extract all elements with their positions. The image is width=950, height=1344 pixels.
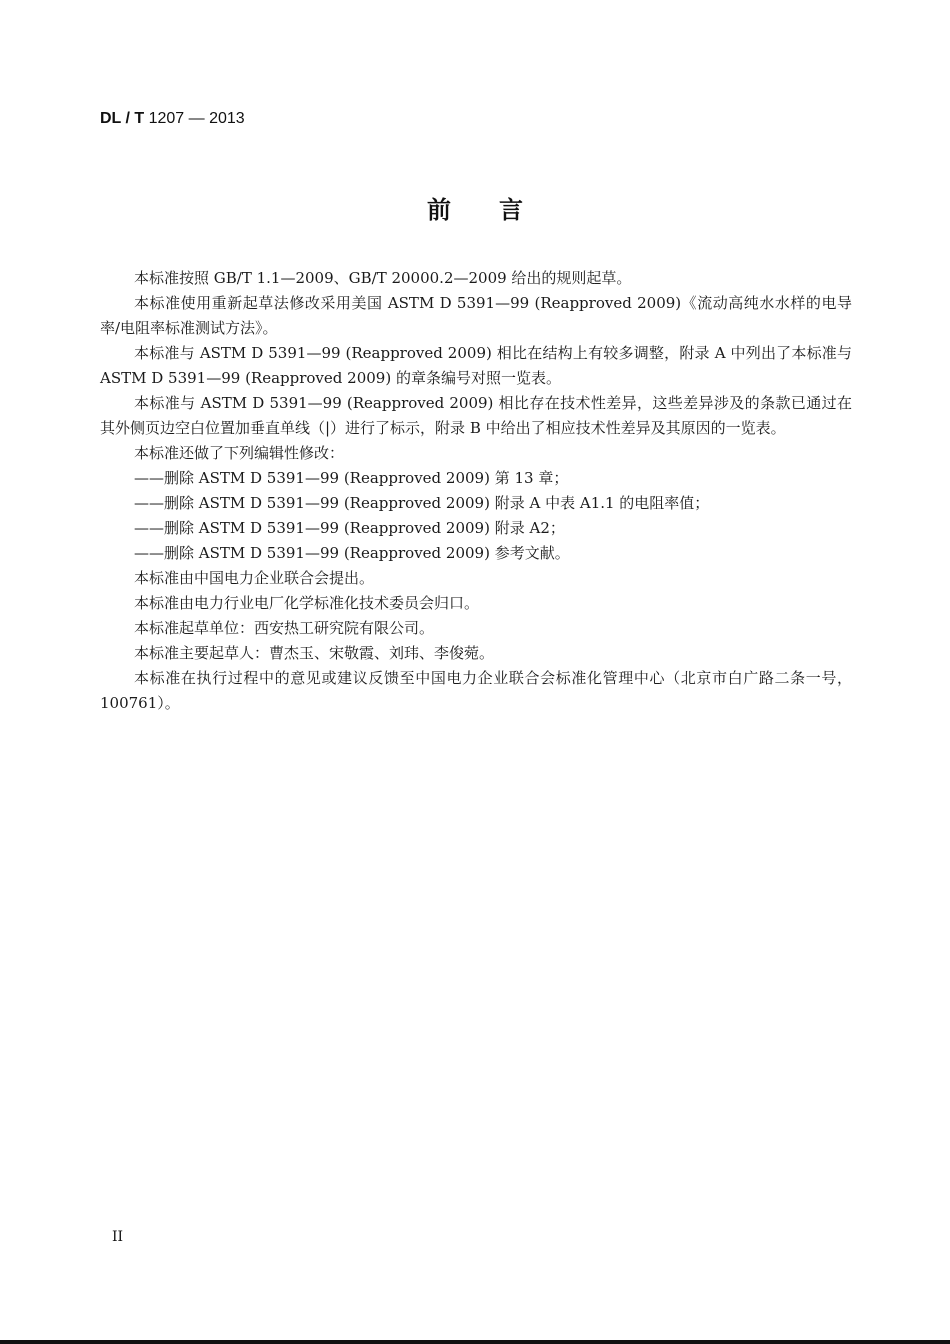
paragraph-structural-changes: 本标准与 ASTM D 5391—99 (Reapproved 2009) 相比在结构上有较多调整，附录 A 中列出了本标准与 ASTM D 5391—99 (Reapproved 2009) 的章条编号对照一览表。 <box>100 344 852 387</box>
standard-code-number: 1207 — 2013 <box>148 110 245 127</box>
paragraph-editorial-changes-intro: 本标准还做了下列编辑性修改： <box>134 444 345 462</box>
page-title: 前言 <box>427 196 571 224</box>
list-item-editorial-change: ——删除 ASTM D 5391—99 (Reapproved 2009) 附录 A 中表 A1.1 的电阻率值； <box>134 494 710 512</box>
foreword-body <box>100 266 852 716</box>
list-item-editorial-change: ——删除 ASTM D 5391—99 (Reapproved 2009) 附录 A2； <box>134 519 565 537</box>
page-number: II <box>112 1229 124 1245</box>
paragraph-drafting-rules: 本标准按照 GB/T 1.1—2009、GB/T 20000.2—2009 给出的规则起草。 <box>134 269 632 287</box>
list-item-editorial-change: ——删除 ASTM D 5391—99 (Reapproved 2009) 第 13 章； <box>134 469 569 487</box>
paragraph-technical-differences: 本标准与 ASTM D 5391—99 (Reapproved 2009) 相比存在技术性差异，这些差异涉及的条款已通过在其外侧页边空白位置加垂直单线（|）进行了标示，附录 B 中给出了相应技术性差异及其原因的一览表。 <box>100 394 852 437</box>
paragraph-drafting-organization: 本标准起草单位：西安热工研究院有限公司。 <box>134 619 435 637</box>
paragraph-drafters: 本标准主要起草人：曹杰玉、宋敬霞、刘玮、李俊菀。 <box>134 644 495 662</box>
paragraph-proposer: 本标准由中国电力企业联合会提出。 <box>134 569 375 587</box>
standard-code-prefix: DL / T <box>100 110 145 127</box>
paragraph-technical-committee: 本标准由电力行业电厂化学标准化技术委员会归口。 <box>134 594 480 612</box>
list-item-editorial-change: ——删除 ASTM D 5391—99 (Reapproved 2009) 参考文献。 <box>134 544 570 562</box>
page-header <box>100 110 245 128</box>
bottom-divider <box>0 1340 950 1344</box>
paragraph-adoption-method: 本标准使用重新起草法修改采用美国 ASTM D 5391—99 (Reapproved 2009)《流动高纯水水样的电导率/电阻率标准测试方法》。 <box>100 294 852 337</box>
paragraph-feedback-contact: 本标准在执行过程中的意见或建议反馈至中国电力企业联合会标准化管理中心（北京市白广路二条一号，100761）。 <box>100 669 852 712</box>
